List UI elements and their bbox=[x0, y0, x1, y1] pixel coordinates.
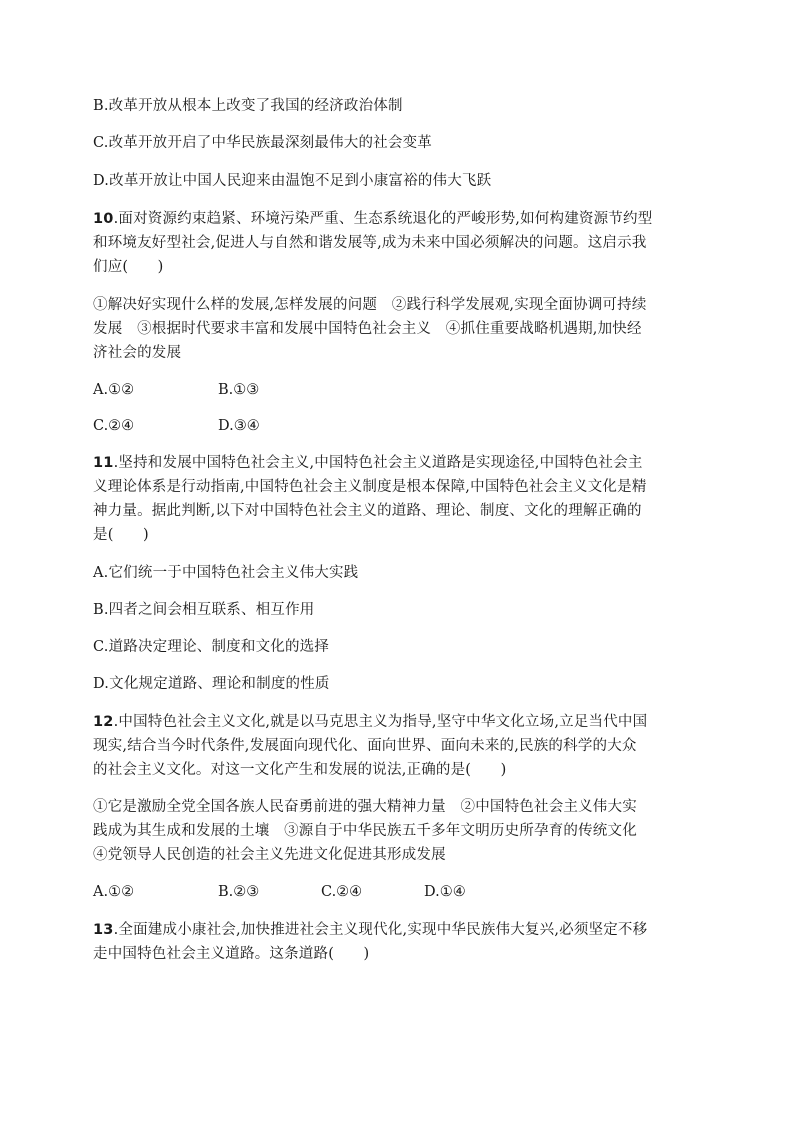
q10-stem-line-2: 和环境友好型社会,促进人与自然和谐发展等,成为未来中国必须解决的问题。这启示我 bbox=[93, 235, 647, 251]
q12-option-b: B.②③ bbox=[218, 884, 260, 900]
q11-stem-line-1: 11.坚持和发展中国特色社会主义,中国特色社会主义道路是实现途径,中国特色社会主 bbox=[93, 455, 643, 471]
q11-option-b: B.四者之间会相互联系、相互作用 bbox=[93, 602, 315, 618]
q12-option-d: D.①④ bbox=[424, 884, 466, 900]
q11-number: 11 bbox=[93, 455, 114, 471]
q9-option-c: C.改革开放开启了中华民族最深刻最伟大的社会变革 bbox=[93, 135, 432, 151]
q12-options-row bbox=[93, 882, 466, 902]
q12-statement-line-3: ④党领导人民创造的社会主义先进文化促进其形成发展 bbox=[93, 847, 446, 863]
q9-option-b: B.改革开放从根本上改变了我国的经济政治体制 bbox=[93, 98, 403, 114]
q12-statement-line-2: 践成为其生成和发展的土壤 ③源自于中华民族五千多年文明历史所孕育的传统文化 bbox=[93, 823, 637, 839]
q12-stem-line-3: 的社会主义文化。对这一文化产生和发展的说法,正确的是( ) bbox=[93, 762, 507, 778]
q11-stem-line-4: 是( ) bbox=[93, 527, 149, 543]
q10-number: 10 bbox=[93, 211, 114, 227]
q12-stem-line-2: 现实,结合当今时代条件,发展面向现代化、面向世界、面向未来的,民族的科学的大众 bbox=[93, 738, 637, 754]
q10-statement-line-3: 济社会的发展 bbox=[93, 345, 182, 361]
q13-stem-line-2: 走中国特色社会主义道路。这条道路( ) bbox=[93, 946, 370, 962]
q10-option-c: C.②④ bbox=[93, 418, 135, 434]
q10-statement-line-2: 发展 ③根据时代要求丰富和发展中国特色社会主义 ④抓住重要战略机遇期,加快经 bbox=[93, 321, 642, 337]
q9-option-d: D.改革开放让中国人民迎来由温饱不足到小康富裕的伟大飞跃 bbox=[93, 173, 492, 189]
q11-option-d: D.文化规定道路、理论和制度的性质 bbox=[93, 676, 330, 692]
q10-option-a: A.①② bbox=[93, 382, 135, 398]
q10-stem-line-3: 们应( ) bbox=[93, 259, 164, 275]
q12-number: 12 bbox=[93, 714, 114, 730]
q10-option-b: B.①③ bbox=[218, 382, 260, 398]
q10-options-row-2 bbox=[93, 416, 260, 436]
q10-option-d: D.③④ bbox=[218, 418, 260, 434]
q12-stem-line-1: 12.中国特色社会主义文化,就是以马克思主义为指导,坚守中华文化立场,立足当代中国 bbox=[93, 714, 648, 730]
q12-statement-line-1: ①它是激励全党全国各族人民奋勇前进的强大精神力量 ②中国特色社会主义伟大实 bbox=[93, 799, 637, 815]
q13-stem-line-1: 13.全面建成小康社会,加快推进社会主义现代化,实现中华民族伟大复兴,必须坚定不移 bbox=[93, 922, 648, 938]
q10-stem-line-1: 10.面对资源约束趋紧、环境污染严重、生态系统退化的严峻形势,如何构建资源节约型 bbox=[93, 211, 653, 227]
q10-options-row-1 bbox=[93, 380, 259, 400]
q10-statement-line-1: ①解决好实现什么样的发展,怎样发展的问题 ②践行科学发展观,实现全面协调可持续 bbox=[93, 297, 647, 313]
q11-option-c: C.道路决定理论、制度和文化的选择 bbox=[93, 639, 330, 655]
q12-option-c: C.②④ bbox=[321, 884, 363, 900]
q11-stem-line-3: 神力量。据此判断,以下对中国特色社会主义的道路、理论、制度、文化的理解正确的 bbox=[93, 503, 642, 519]
q11-stem-line-2: 义理论体系是行动指南,中国特色社会主义制度是根本保障,中国特色社会主义文化是精 bbox=[93, 479, 647, 495]
q13-number: 13 bbox=[93, 922, 114, 938]
q12-option-a: A.①② bbox=[93, 884, 135, 900]
q11-option-a: A.它们统一于中国特色社会主义伟大实践 bbox=[93, 565, 359, 581]
